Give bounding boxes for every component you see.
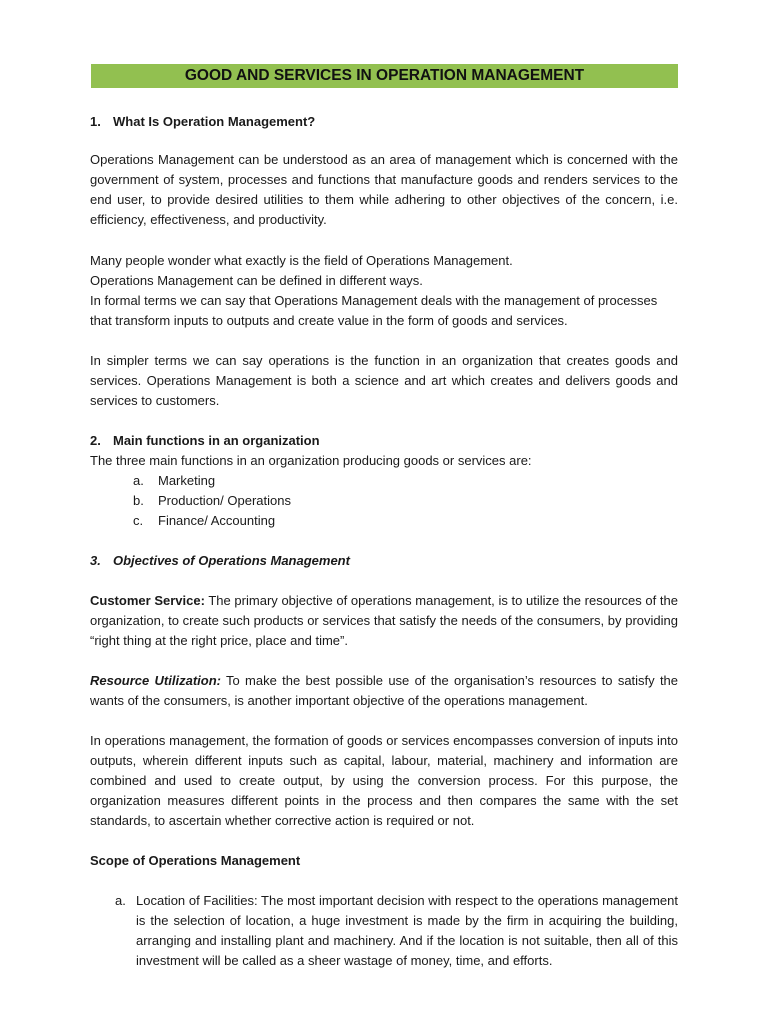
- section-number: 1.: [90, 114, 101, 129]
- section-3-heading: [90, 551, 678, 571]
- term-text: To make the best possible use of the organisation’s resources to satisfy the wants of the consumers, is another important objective of the operations management.: [90, 673, 679, 708]
- paragraph-line: Operations Management can be defined in different ways.: [90, 273, 423, 288]
- list-item-label: Marketing: [158, 473, 216, 488]
- section-number: 2.: [90, 433, 101, 448]
- section-2-body: [90, 451, 678, 531]
- term-text: The primary objective of operations management, is to utilize the resources of the organization, to create such products or services that satisfy the needs of the consumers, by providing “right thing at the right price, place and time”.: [90, 593, 678, 648]
- paragraph: [90, 591, 678, 651]
- paragraph: In simpler terms we can say operations is the function in an organization that creates goods and services. Operations Management is both a science and art which creates and delivers goods and services to customers.: [90, 353, 678, 408]
- document-title: GOOD AND SERVICES IN OPERATION MANAGEMENT: [91, 64, 678, 88]
- list-item: [90, 471, 678, 491]
- list-item-label: Production/ Operations: [158, 493, 291, 508]
- list-marker: c.: [133, 513, 144, 528]
- paragraph: Operations Management can be understood as an area of management which is concerned with the government of system, processes and functions that manufacture goods and renders services to the end user, to provide desired utilities to them while adhering to other objectives of the concern, i.e. efficiency, effectiveness, and productivity.: [90, 152, 678, 227]
- section-number: 3.: [90, 553, 101, 568]
- section-heading-text: Objectives of Operations Management: [113, 553, 350, 568]
- section-heading-text: Main functions in an organization: [113, 433, 320, 448]
- paragraph-group: [90, 251, 678, 331]
- list-item: [90, 491, 678, 511]
- section-heading-text: What Is Operation Management?: [113, 114, 316, 129]
- list-item: [90, 511, 678, 531]
- paragraph: The three main functions in an organization producing goods or services are:: [90, 453, 532, 468]
- paragraph: [90, 671, 678, 711]
- list-marker: b.: [133, 493, 144, 508]
- scope-heading: Scope of Operations Management: [90, 853, 301, 868]
- section-1-heading: [90, 112, 678, 132]
- paragraph: In operations management, the formation of goods or services encompasses conversion of inputs into outputs, wherein different inputs such as capital, labour, material, machinery and information are combined and used to create output, by using the conversion process. For this purpose, the organization measures different points in the process and then compares the same with the set standards, to ascertain whether corrective action is required or not.: [90, 733, 678, 828]
- list-item-label: Finance/ Accounting: [158, 513, 276, 528]
- list-marker: a.: [115, 893, 126, 908]
- functions-list: [90, 471, 678, 531]
- term-label: Resource Utilization:: [90, 673, 221, 688]
- scope-list-item: [115, 891, 678, 971]
- paragraph-line: In formal terms we can say that Operations Management deals with the management of processes that transform inputs to outputs and create value in the form of goods and services.: [90, 293, 658, 328]
- paragraph-line: Many people wonder what exactly is the field of Operations Management.: [90, 253, 513, 268]
- term-label: Customer Service:: [90, 593, 205, 608]
- list-marker: a.: [133, 473, 144, 488]
- list-item-text: Location of Facilities: The most important decision with respect to the operations management is the selection of location, a huge investment is made by the firm in acquiring the building, arranging and installing plant and machinery. And if the location is not suitable, then all of this investment will be called as a sheer wastage of money, time, and efforts.: [136, 893, 678, 968]
- section-2-heading: [90, 431, 678, 451]
